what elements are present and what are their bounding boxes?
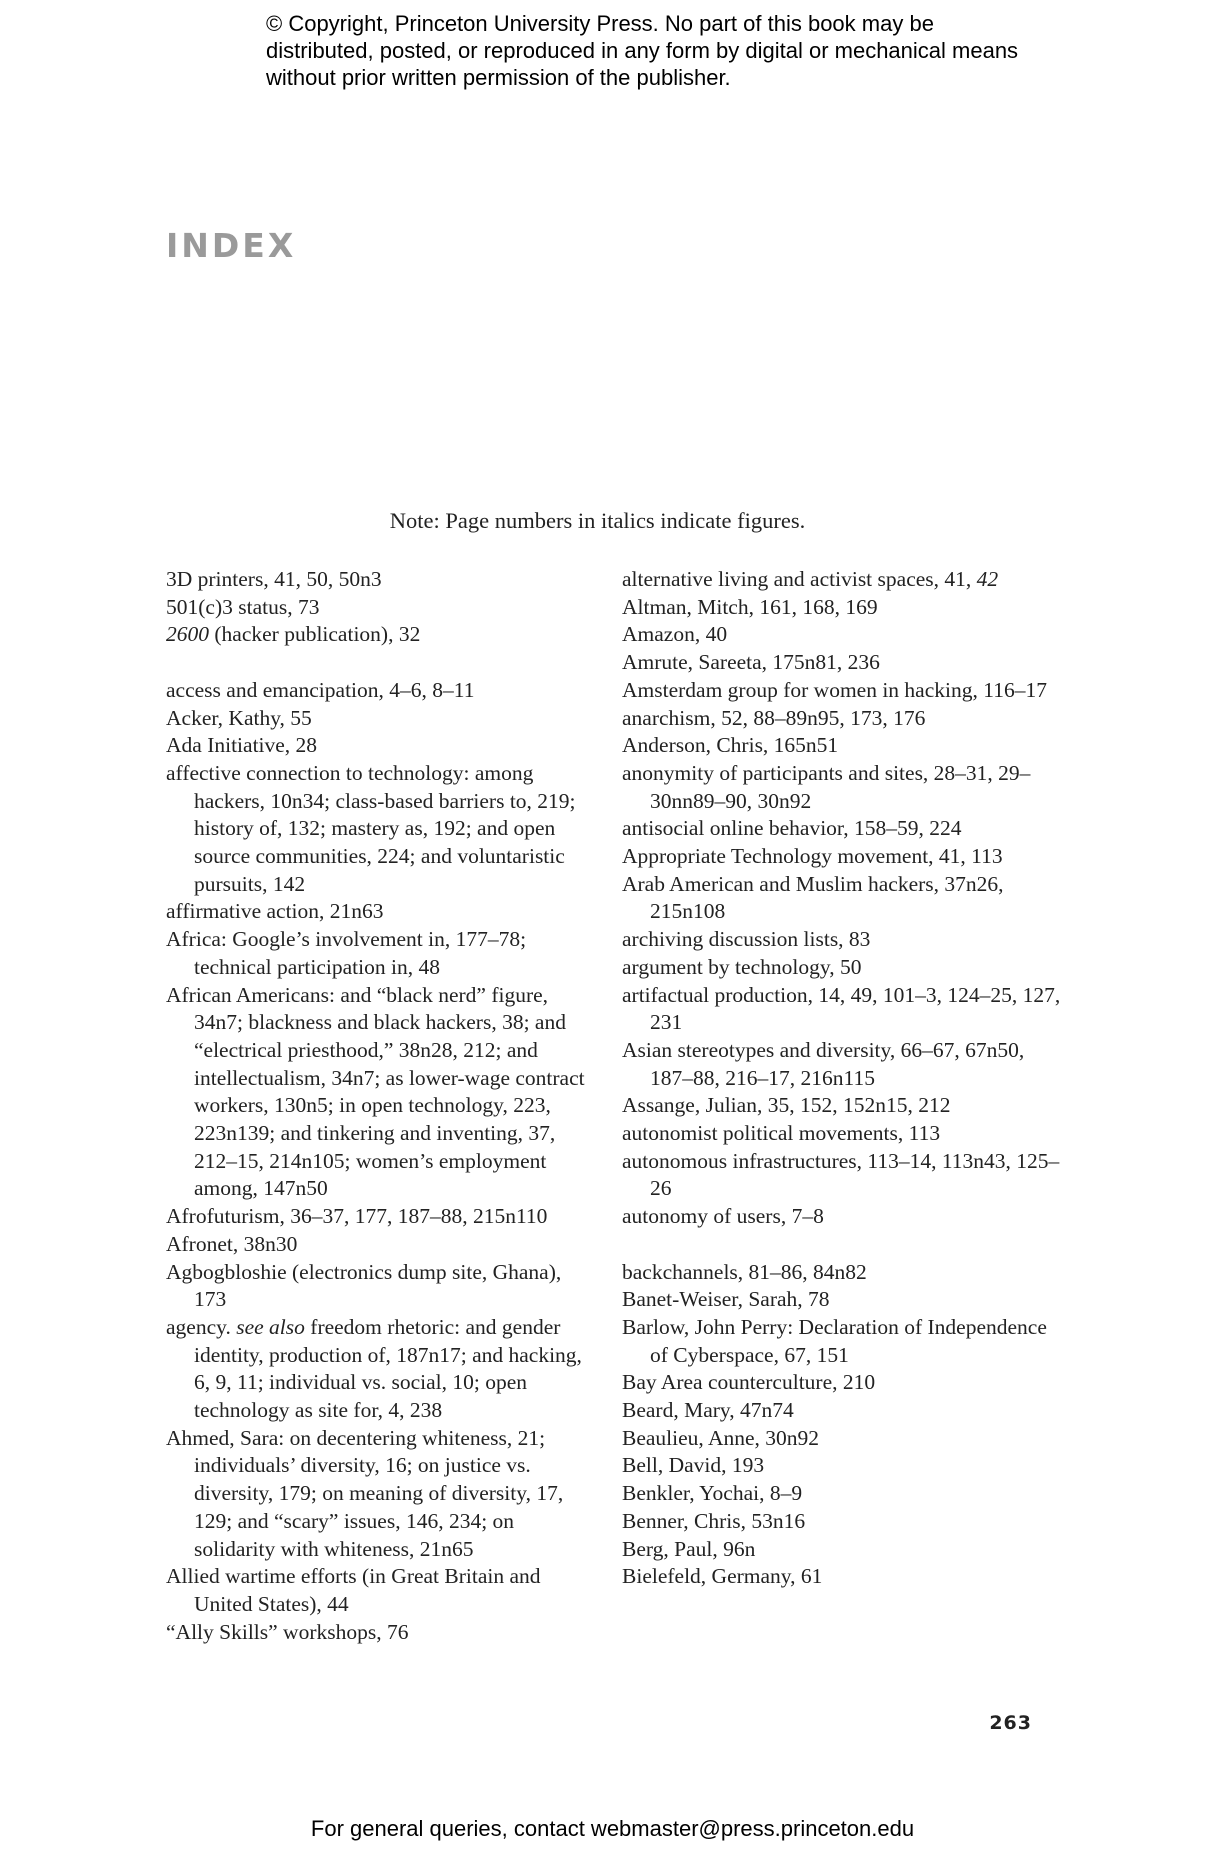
index-entry-text: Benkler, Yochai, 8–9 [622, 1481, 803, 1506]
index-entry-text: Bay Area counterculture, 210 [622, 1370, 876, 1395]
index-entry [166, 705, 586, 733]
index-entry [166, 898, 586, 926]
index-entry [622, 1452, 1062, 1480]
index-entry [622, 1203, 1062, 1231]
index-entry-text: archiving discussion lists, 83 [622, 927, 871, 952]
index-entry [622, 815, 1062, 843]
index-entry-text: Acker, Kathy, 55 [166, 705, 312, 730]
index-entry-text: anonymity of participants and sites, 28–31, 29–30nn89–90, 30n92 [622, 760, 1031, 813]
index-entry [622, 926, 1062, 954]
index-entry [622, 1480, 1062, 1508]
index-entry [622, 1563, 1062, 1591]
index-entry-text: autonomist political movements, 113 [622, 1121, 941, 1146]
index-entry [622, 1148, 1062, 1203]
index-entry-text: Banet-Weiser, Sarah, 78 [622, 1287, 830, 1312]
index-entry [622, 843, 1062, 871]
index-entry [166, 760, 586, 899]
index-entry-text: Anderson, Chris, 165n51 [622, 733, 839, 758]
index-entry-text: affective connection to technology: among hackers, 10n34; class-based barriers to, 219; history of, 132; mastery as, 192; and open source communities, 224; and voluntaristic pursuits, 142 [166, 760, 576, 896]
index-entry [622, 621, 1062, 649]
index-entry [622, 954, 1062, 982]
index-entry-text: Berg, Paul, 96n [622, 1536, 756, 1561]
index-entry-text: Benner, Chris, 53n16 [622, 1508, 806, 1533]
index-note: Note: Page numbers in italics indicate figures. [389, 508, 806, 533]
index-entry-text: “Ally Skills” workshops, 76 [166, 1619, 409, 1644]
index-entry [622, 649, 1062, 677]
index-entry [622, 1536, 1062, 1564]
page-number: 263 [989, 1712, 1032, 1734]
index-entry-text: 42 [976, 567, 999, 591]
index-entry [622, 594, 1062, 622]
index-entry-text: Allied wartime efforts (in Great Britain and United States), 44 [166, 1564, 541, 1616]
index-entry-text: Agbogbloshie (electronics dump site, Ghana), 173 [166, 1259, 562, 1312]
index-entry [166, 621, 586, 649]
index-entry [622, 1259, 1062, 1287]
footer-contact: For general queries, contact webmaster@press.princeton.edu [310, 1816, 915, 1841]
copyright-notice: © Copyright, Princeton University Press. No part of this book may be distributed, posted, or reproduced in any form by digital or mechanical means without prior written permission of the publisher. [266, 11, 1019, 90]
index-entry [622, 982, 1062, 1037]
index-entry [622, 732, 1062, 760]
index-entry-text: Assange, Julian, 35, 152, 152n15, 212 [622, 1093, 951, 1118]
index-entry-text: 2600 [166, 622, 209, 647]
index-entry [622, 677, 1062, 705]
index-entry-text: anarchism, 52, 88–89n95, 173, 176 [622, 705, 926, 730]
index-entry [166, 1563, 586, 1618]
index-entry-text: Barlow, John Perry: Declaration of Independence of Cyberspace, 67, 151 [622, 1314, 1047, 1367]
index-entry [166, 594, 586, 622]
index-entry-text: artifactual production, 14, 49, 101–3, 124–25, 127, 231 [622, 982, 1061, 1035]
index-entry [622, 760, 1062, 815]
index-entry-text: Afrofuturism, 36–37, 177, 187–88, 215n110 [166, 1204, 548, 1229]
index-entry-text: Beaulieu, Anne, 30n92 [622, 1425, 820, 1450]
index-entry-text: African Americans: and “black nerd” figure, 34n7; blackness and black hackers, 38; and “electrical priesthood,” 38n28, 212; and intellectualism, 34n7; as lower-wage contract workers, 130n5; in open technology, 223, 223n139; and tinkering and inventing, 37, 212–15, 214n105; women’s employment among, 147n50 [166, 982, 585, 1201]
index-entry-text: argument by technology, 50 [622, 954, 862, 979]
index-entry-text: Afronet, 38n30 [166, 1231, 298, 1256]
index-entry-text: 3D printers, 41, 50, 50n3 [166, 567, 382, 591]
index-entry [622, 1425, 1062, 1453]
index-entry-text: autonomy of users, 7–8 [622, 1204, 824, 1229]
index-entry [622, 1508, 1062, 1536]
index-entry [166, 982, 586, 1204]
index-entry [166, 732, 586, 760]
index-entry [166, 1314, 586, 1425]
index-entry [166, 1203, 586, 1231]
index-entry [166, 1425, 586, 1564]
index-entry-text: Amsterdam group for women in hacking, 116–17 [622, 677, 1047, 702]
index-entry [622, 1397, 1062, 1425]
index-entry [166, 1231, 586, 1259]
index-entry-text: freedom rhetoric: and gender identity, production of, 187n17; and hacking, 6, 9, 11; individual vs. social, 10; open technology as site for, 4, 238 [194, 1314, 582, 1423]
index-entry [622, 1286, 1062, 1314]
index-entry-text: (hacker publication), 32 [209, 622, 421, 647]
index-entry [622, 1314, 1062, 1369]
index-column-right [622, 566, 1062, 1591]
index-entry-text: 501(c)3 status, 73 [166, 594, 320, 619]
index-entry-text: Asian stereotypes and diversity, 66–67, 67n50, 187–88, 216–17, 216n115 [622, 1037, 1025, 1090]
index-entry-text: alternative living and activist spaces, 41, [622, 567, 977, 591]
index-entry-text: see also [236, 1314, 305, 1339]
index-entry-text: backchannels, 81–86, 84n82 [622, 1259, 867, 1284]
index-entry [166, 677, 586, 705]
index-entry-text: Ahmed, Sara: on decentering whiteness, 21; individuals’ diversity, 16; on justice vs. diversity, 179; on meaning of diversity, 17, 129; and “scary” issues, 146, 234; on solidarity with whiteness, 21n65 [166, 1425, 564, 1561]
index-entry-text: Arab American and Muslim hackers, 37n26, 215n108 [622, 871, 1004, 924]
index-entry [166, 1619, 586, 1647]
index-entry [622, 1092, 1062, 1120]
index-entry-text: autonomous infrastructures, 113–14, 113n43, 125–26 [622, 1148, 1060, 1201]
index-entry [622, 1369, 1062, 1397]
index-entry-text: Amazon, 40 [622, 622, 728, 647]
index-entry-text: Beard, Mary, 47n74 [622, 1398, 794, 1423]
index-entry-text: Amrute, Sareeta, 175n81, 236 [622, 650, 880, 675]
index-entry-text: antisocial online behavior, 158–59, 224 [622, 816, 962, 841]
index-entry [166, 926, 586, 981]
index-entry-text: Ada Initiative, 28 [166, 733, 318, 758]
index-entry-text: Bielefeld, Germany, 61 [622, 1564, 823, 1589]
index-column-left [166, 566, 586, 1646]
index-entry [622, 705, 1062, 733]
index-entry-text: Altman, Mitch, 161, 168, 169 [622, 594, 878, 619]
index-entry-text: affirmative action, 21n63 [166, 899, 384, 924]
index-entry-text: agency. [166, 1314, 237, 1339]
index-entry [622, 1037, 1062, 1092]
index-entry-text: Appropriate Technology movement, 41, 113 [622, 844, 1003, 869]
index-entry [622, 871, 1062, 926]
index-entry-text: Bell, David, 193 [622, 1453, 765, 1478]
index-entry [622, 566, 1062, 594]
index-entry [166, 566, 586, 594]
index-entry-text: access and emancipation, 4–6, 8–11 [166, 677, 475, 702]
index-entry [622, 1120, 1062, 1148]
index-entry-text: Africa: Google’s involvement in, 177–78; technical participation in, 48 [166, 927, 527, 979]
page-title: INDEX [166, 226, 297, 265]
index-entry [166, 1259, 586, 1314]
